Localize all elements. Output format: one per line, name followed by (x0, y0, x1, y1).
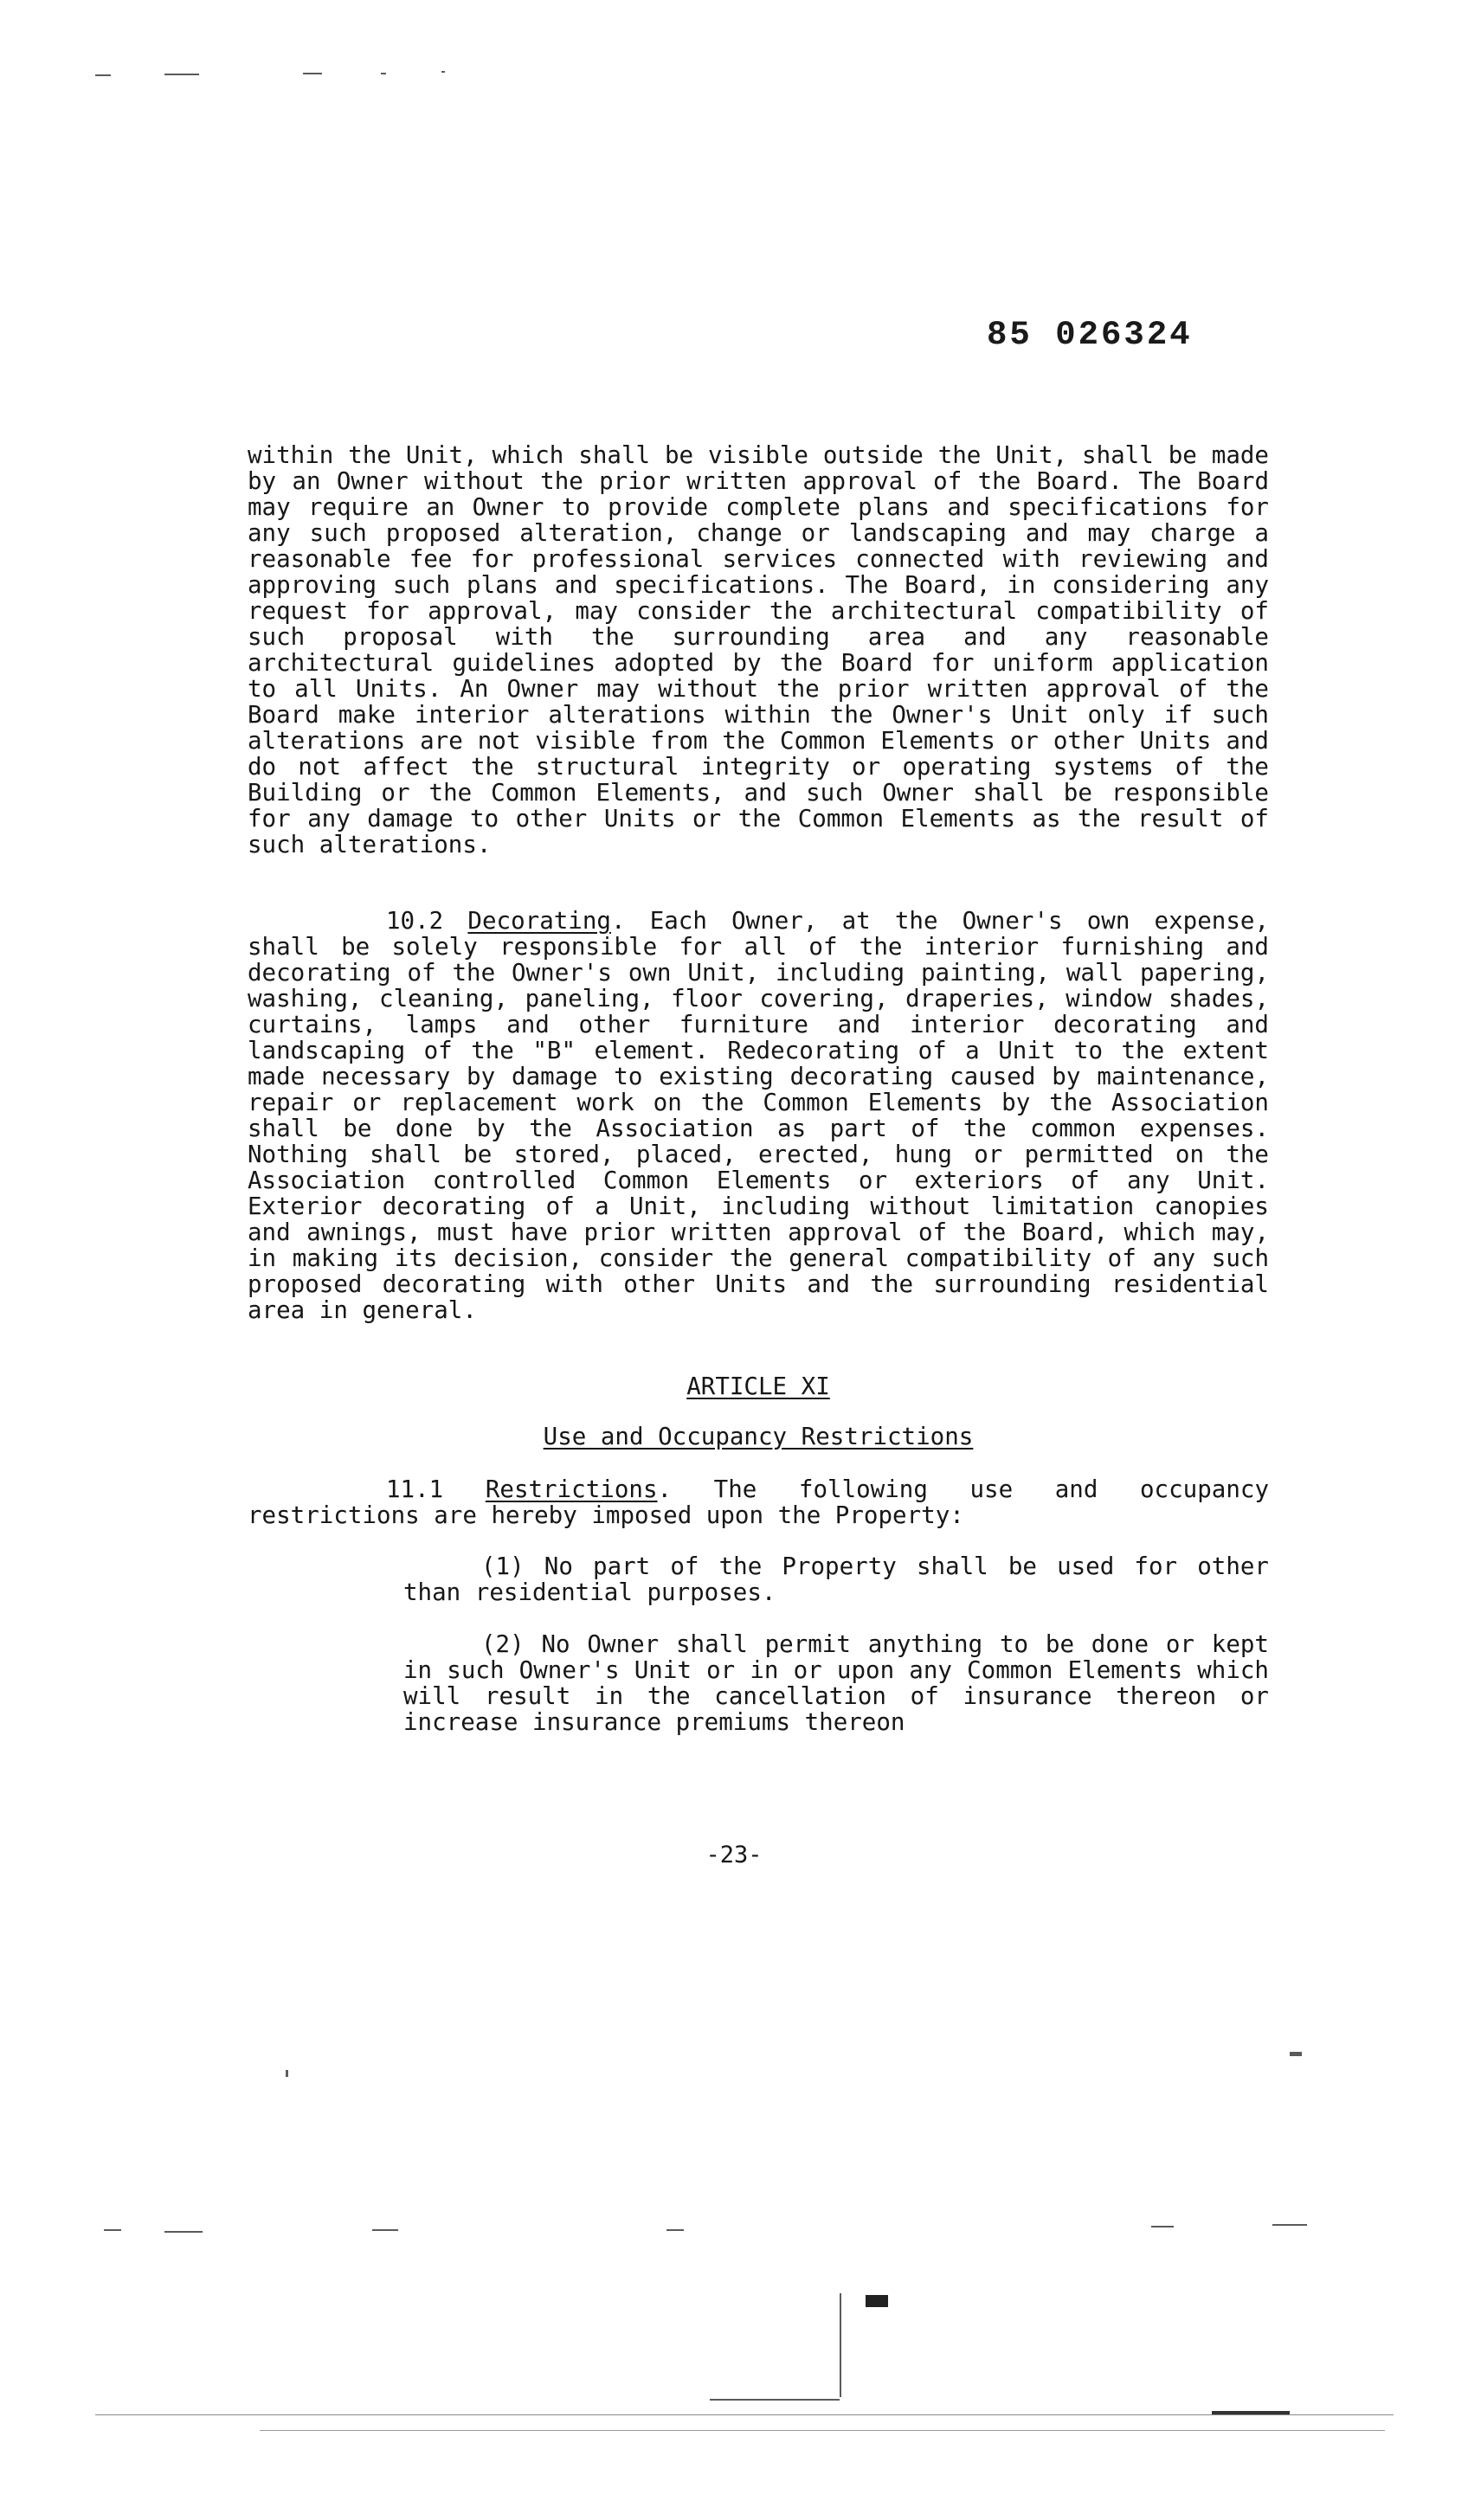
section-number: 11.1 (386, 1475, 444, 1503)
section-10-2-decorating (248, 908, 1269, 1323)
scan-mark (286, 2070, 288, 2077)
scan-mark (381, 73, 386, 74)
article-heading-text: ARTICLE XI (686, 1372, 830, 1400)
scan-mark (104, 2229, 121, 2231)
document-number: 85 026324 (987, 316, 1193, 354)
scan-mark (260, 2430, 1385, 2431)
scan-mark (666, 2229, 684, 2231)
article-subheading (248, 1424, 1269, 1450)
article-subheading-text: Use and Occupancy Restrictions (543, 1423, 974, 1450)
section-text: . Each Owner, at the Owner's own expense, shall be solely responsible for all of the interior furnishing and decorating of the Owner's own Unit, including painting, wall papering, washing, cleaning, paneling, floor covering, draperies, window shades, curtains, lamps and other furniture and interior decorating and landscaping of the "B" element. Redecorating of a Unit to the extent made necessary by damage to existing decorating caused by maintenance, repair or replacement work on the Common Elements by the Association shall be done by the Association as part of the common expenses. Nothing shall be stored, placed, erected, hung or permitted on the Association controlled Common Elements or exteriors of any Unit. Exterior decorating of a Unit, including without limitation canopies and awnings, must have prior written approval of the Board, which may, in making its decision, consider the general compatibility of any such proposed decorating with other Units and the surrounding residential area in general. (248, 907, 1270, 1324)
section-title: Decorating (467, 907, 611, 935)
scan-mark (710, 2399, 840, 2401)
restriction-item-2: (2) No Owner shall permit anything to be done or kept in such Owner's Unit or in or upon any Common Elements which will result in the cancellation of insurance thereon or increase insurance premiums thereon (403, 1630, 1269, 1736)
restriction-item-1: (1) No part of the Property shall be used for other than residential purposes. (403, 1552, 1269, 1606)
scan-mark (164, 74, 199, 75)
section-number: 10.2 (386, 907, 444, 935)
paragraph-continuation: within the Unit, which shall be visible outside the Unit, shall be made by an Owner without the prior written approval of the Board. The Board may require an Owner to provide complete plans and specifications for any such proposed alteration, change or landscaping and may charge a reasonable fee for professional services connected with reviewing and approving such plans and specifications. The Board, in considering any request for approval, may consider the architectural compatibility of such proposal with the surrounding area and any reasonable architectural guidelines adopted by the Board for uniform application to all Units. An Owner may without the prior written approval of the Board make interior alterations within the Owner's Unit only if such alterations are not visible from the Common Elements or other Units and do not affect the structural integrity or operating systems of the Building or the Common Elements, and such Owner shall be responsible for any damage to other Units or the Common Elements as the result of such alterations. (248, 441, 1269, 858)
scan-mark (441, 71, 445, 73)
scan-mark (1290, 2052, 1302, 2056)
section-text: . The following use and occupancy restrictions are hereby imposed upon the Property: (248, 1475, 1269, 1529)
page-number: -23- (705, 1842, 763, 1868)
section-11-1-restrictions (248, 1476, 1269, 1528)
section-title: Restrictions (485, 1475, 658, 1503)
scan-mark (95, 2414, 1394, 2415)
scan-mark (1272, 2224, 1307, 2226)
scan-mark (1212, 2411, 1290, 2414)
scan-mark (303, 73, 322, 74)
scan-mark (372, 2229, 398, 2231)
scan-mark (866, 2295, 888, 2307)
scan-mark (95, 74, 111, 76)
scan-mark (164, 2231, 203, 2233)
scan-mark (840, 2293, 841, 2397)
scan-mark (1151, 2226, 1174, 2228)
article-heading (248, 1373, 1269, 1399)
